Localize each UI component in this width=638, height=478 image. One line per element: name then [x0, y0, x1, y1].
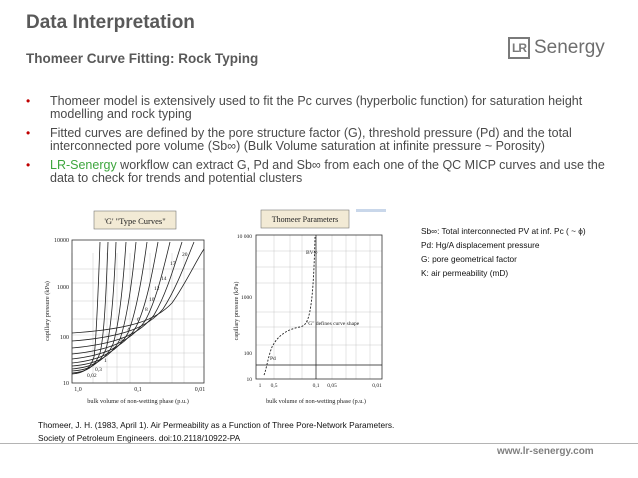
- footer-url: www.lr-senergy.com: [497, 446, 594, 457]
- curve-label: 20: [182, 252, 188, 258]
- thomeer-parameters-figure: [230, 207, 390, 407]
- bullet-highlight: LR-Senergy: [50, 158, 117, 172]
- bullet-item: [26, 159, 626, 184]
- bullet-marker: •: [26, 126, 31, 140]
- curve-label: 2: [112, 346, 115, 352]
- thomeer-curve: [264, 237, 315, 375]
- bullet-marker: •: [26, 158, 31, 172]
- curve-label: 12: [154, 286, 160, 292]
- type-curves-y-axis-label: capillary pressure (kPa): [44, 281, 51, 341]
- curve-label: 10: [149, 297, 155, 303]
- y-tick-label: 10 000: [236, 234, 252, 240]
- x-tick-label: 0,1: [312, 383, 320, 389]
- bullet-text: [50, 159, 626, 184]
- y-tick-label: 10: [246, 377, 252, 383]
- x-tick-label: 0,1: [134, 387, 142, 393]
- y-tick-label: 100: [60, 335, 69, 341]
- footer-divider: [0, 443, 638, 444]
- y-tick-label: 10000: [54, 238, 69, 244]
- bullet-text: Thomeer model is extensively used to fit the Pc curves (hyperbolic function) for saturation height modelling and rock typing: [50, 94, 583, 121]
- type-curves-x-axis-label: bulk volume of non-wetting phase (p.u.): [87, 398, 189, 405]
- bullet-marker: •: [26, 94, 31, 108]
- type-curves-label: 'G' "Type Curves": [104, 216, 166, 226]
- curve-label: 1: [104, 358, 107, 364]
- logo-mark: LR: [508, 37, 530, 59]
- x-tick-label: 0,05: [327, 383, 337, 389]
- y-tick-label: 10: [63, 381, 69, 387]
- pd-annotation: Pd: [270, 356, 276, 362]
- bullet-text: Fitted curves are defined by the pore structure factor (G), threshold pressure (Pd) and the total interconnected pore volume (Sb∞) (Bulk Volume saturation at infinite pressure ~ Porosity): [50, 126, 572, 153]
- type-curves-figure: [32, 207, 215, 407]
- bullet-item: [26, 127, 626, 152]
- reference-line: Thomeer, J. H. (1983, April 1). Air Permeability as a Function of Three Pore-Network Parameters.: [38, 420, 395, 430]
- page-title: Data Interpretation: [26, 12, 195, 33]
- curve-label: 4: [127, 327, 130, 333]
- y-tick-label: 1000: [57, 285, 69, 291]
- definitions-list: [421, 224, 586, 280]
- x-tick-label: 0,01: [372, 383, 382, 389]
- definition-item: Sb∞: Total interconnected PV at inf. Pc ( ~ ϕ): [421, 226, 586, 236]
- parameters-x-ticks: [259, 383, 382, 389]
- y-tick-label: 1000: [241, 295, 252, 301]
- decorative-bar: [356, 209, 386, 212]
- g-annotation: "G" defines curve shape: [306, 321, 360, 327]
- bullet-list: [26, 95, 626, 191]
- bullet-text-rest: workflow can extract G, Pd and Sb∞ from each one of the QC MICP curves and use the data to check for trends and potential clusters: [50, 158, 605, 185]
- curve-label: 8: [145, 307, 148, 313]
- curve-label: 14: [161, 276, 167, 282]
- reference-line: Society of Petroleum Engineers. doi:10.2118/10922-PA: [38, 433, 241, 443]
- parameters-x-axis-label: bulk volume of non-wetting phase (p.u.): [266, 398, 366, 405]
- page-subtitle: Thomeer Curve Fitting: Rock Typing: [26, 51, 259, 66]
- y-tick-label: 100: [243, 351, 252, 357]
- curve-label: 0,3: [95, 367, 102, 373]
- curve-label: 6: [137, 317, 140, 323]
- bv-infinity-annotation: BV∞: [306, 250, 318, 256]
- x-tick-label: 0,01: [194, 387, 206, 393]
- x-tick-label: 0,5: [270, 383, 278, 389]
- definition-item: G: pore geometrical factor: [421, 254, 517, 264]
- bullet-item: [26, 95, 626, 120]
- reference-citation: [38, 419, 394, 445]
- curve-label: 3: [120, 337, 123, 343]
- curve-label: 0,02: [87, 373, 97, 379]
- x-tick-label: 1,0: [74, 387, 82, 393]
- type-curves-y-ticks: [54, 238, 69, 387]
- x-tick-label: 1: [258, 383, 262, 389]
- parameters-label: Thomeer Parameters: [271, 215, 339, 224]
- curve-label: 17: [170, 261, 176, 267]
- logo-text: Senergy: [534, 37, 605, 58]
- type-curves-x-ticks: [74, 387, 205, 393]
- definition-item: K: air permeability (mD): [421, 268, 509, 278]
- company-logo: [508, 37, 605, 59]
- definition-item: Pd: Hg/A displacement pressure: [421, 240, 540, 250]
- parameters-y-axis-label: capillary pressure (kPa): [233, 281, 240, 341]
